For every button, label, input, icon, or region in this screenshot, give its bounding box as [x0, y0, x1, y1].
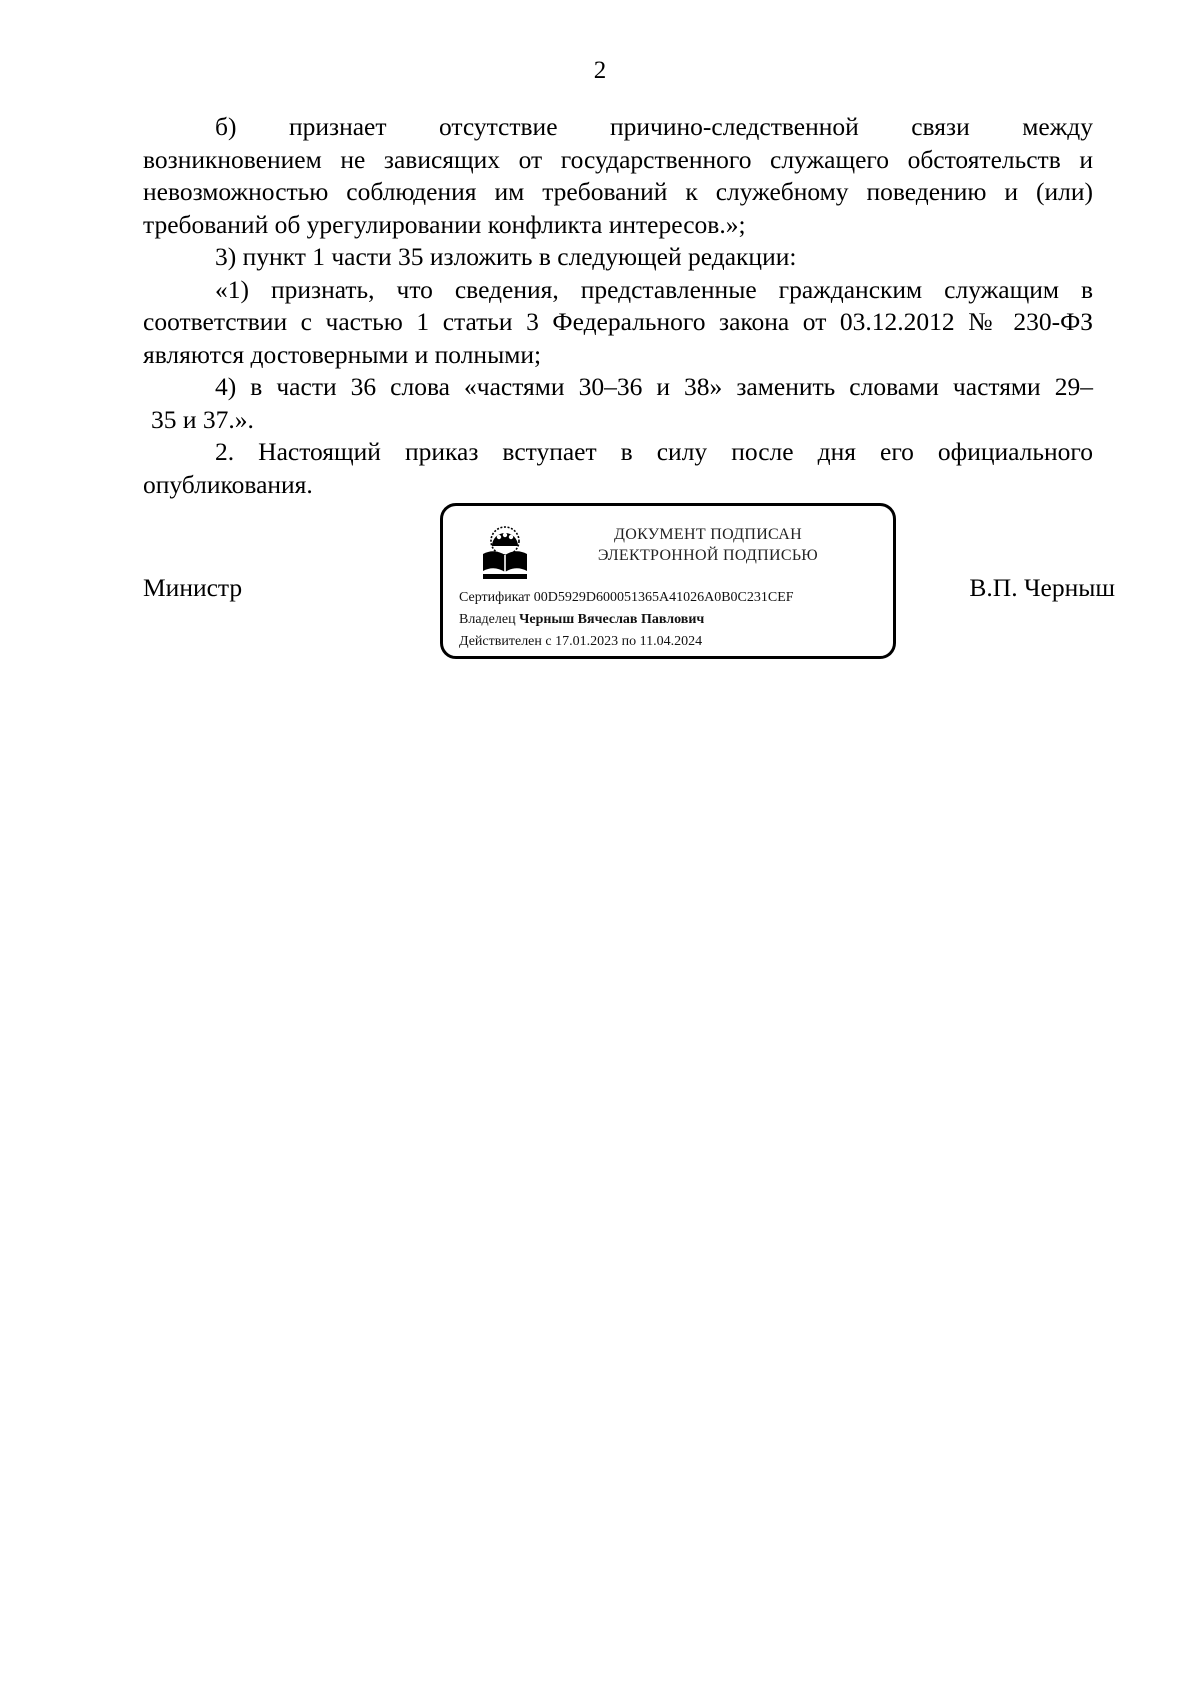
page-number: 2: [593, 57, 607, 84]
owner-value: Черныш Вячеслав Павлович: [519, 612, 705, 627]
document-body: [143, 111, 1093, 501]
stamp-header-line-1: ДОКУМЕНТ ПОДПИСАН: [614, 526, 802, 543]
valid-separator: по: [621, 634, 637, 649]
electronic-signature-stamp: [440, 503, 896, 659]
paragraph-3: 3) пункт 1 части 35 изложить в следующей редакции:: [215, 242, 797, 271]
stamp-certificate-row: [459, 587, 889, 609]
stamp-header: [543, 524, 873, 566]
signatory-position: Министр: [143, 573, 243, 602]
valid-from: 17.01.2023: [555, 634, 619, 649]
certificate-value: 00D5929D600051365A41026A0B0C231CEF: [533, 590, 794, 605]
paragraph-b-first-line: б) признает отсутствие причино-следственной связи между: [215, 112, 1093, 141]
stamp-details: [459, 587, 889, 653]
paragraph-4-continuation: 35 и 37.».: [151, 404, 254, 434]
signatory-name: В.П. Черныш: [969, 573, 1115, 602]
stamp-validity-row: [459, 631, 889, 653]
owner-label: Владелец: [459, 612, 516, 627]
stamp-owner-row: [459, 609, 889, 631]
paragraph-2-effective: 2. Настоящий приказ вступает в силу после дня его официального опубликования.: [143, 437, 1093, 499]
paragraph-b: [143, 111, 1093, 241]
paragraph-4: 4) в части 36 слова «частями 30–36 и 38» заменить словами частями 29–: [215, 372, 1093, 401]
coat-of-arms-icon: [479, 524, 531, 580]
stamp-header-line-2: ЭЛЕКТРОННОЙ ПОДПИСЬЮ: [597, 547, 819, 564]
paragraph-b-rest: возникновением не зависящих от государственного служащего обстоятельств и невозможностью соблюдения им требований к служебному поведению и (или) требований об урегулировании конфликта интересов.»;: [143, 144, 1093, 239]
certificate-label: Сертификат: [459, 590, 531, 605]
valid-to: 11.04.2024: [639, 634, 703, 649]
paragraph-quote-1: «1) признать, что сведения, представленные гражданским служащим в соответствии с частью 1 статьи 3 Федерального закона от 03.12.2012 № 230-ФЗ являются достоверными и полными;: [143, 274, 1093, 369]
valid-label: Действителен с: [459, 634, 552, 649]
